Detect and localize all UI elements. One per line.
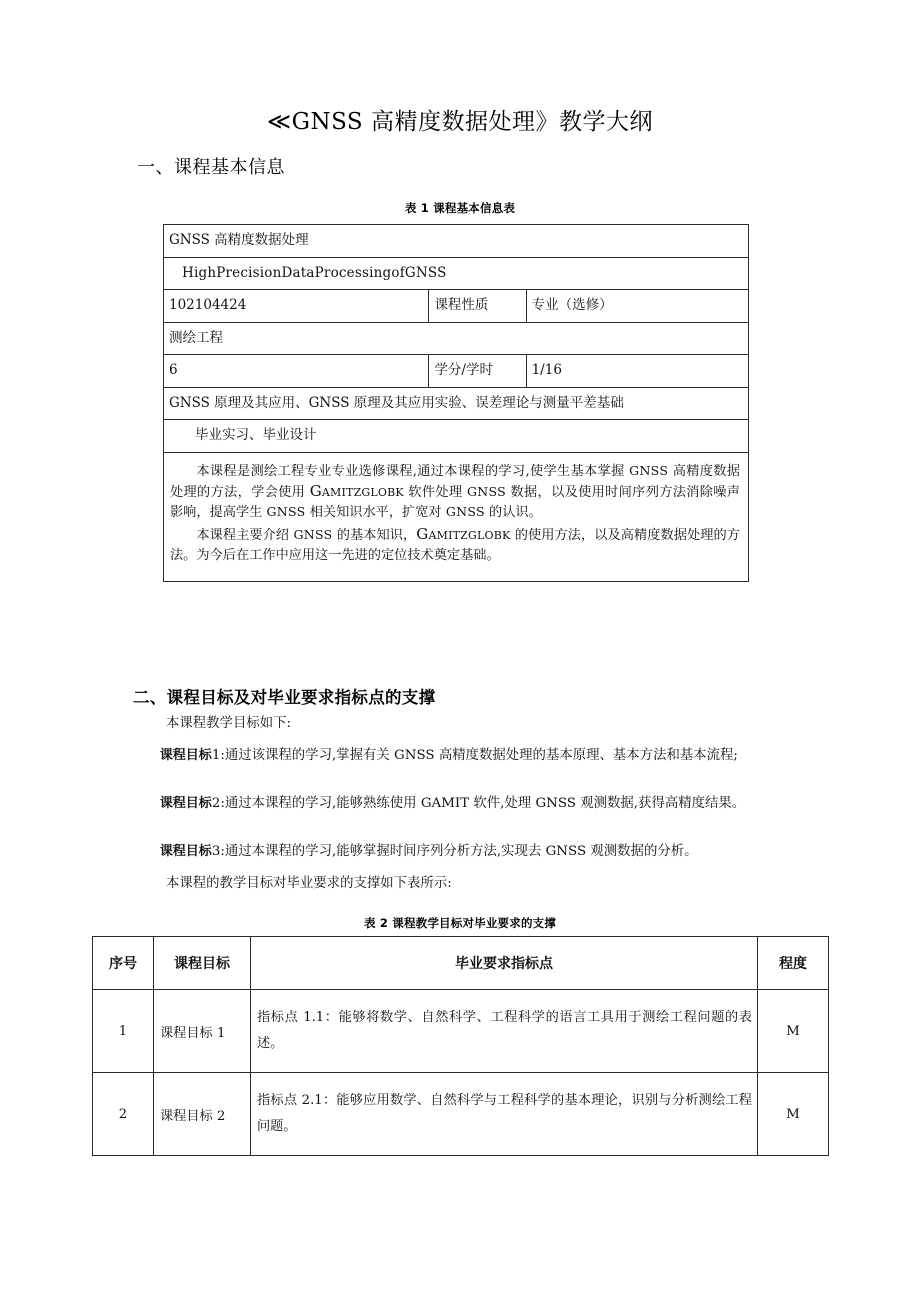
follow-up-cell <box>164 420 749 453</box>
course-goal-2 <box>133 793 823 815</box>
course-name-en-text: HighPrecisionDataProcessingofGNSS <box>182 264 447 281</box>
row-2-goal: 课程目标 2 <box>154 1073 251 1156</box>
course-name-en-cell <box>164 257 749 290</box>
goal-1-text: 1:通过该课程的学习,掌握有关 GNSS 高精度数据处理的基本原理、基本方法和基本流程; <box>211 748 738 763</box>
table-row <box>164 420 749 453</box>
table-row <box>164 322 749 355</box>
desc-p1-e: 相关知识水平，扩宽对 <box>305 504 446 520</box>
desc-p1-gnss4: GNSS <box>445 503 485 519</box>
description-paragraph-1 <box>170 462 740 522</box>
major-cell: 测绘工程 <box>164 322 749 355</box>
desc-p2-gnss1: GNSS <box>293 526 333 542</box>
row-1-no: 1 <box>93 990 154 1073</box>
course-nature-label-cell: 课程性质 <box>429 290 526 323</box>
desc-p2-c: 的使用方法，以及高精度数据处理的方法。为今后在工作中应用这一先进的定位技术奠定基础。 <box>170 527 740 563</box>
desc-p2-a: 本课程主要介绍 <box>196 527 294 543</box>
table-header-row <box>93 937 829 990</box>
description-paragraph-2 <box>170 524 740 565</box>
desc-p2-b: 的基本知识， <box>332 527 417 543</box>
goal-2-label: 课程目标 <box>159 796 212 811</box>
course-goal-1 <box>133 745 823 767</box>
header-point: 毕业要求指标点 <box>251 937 758 990</box>
desc-p1-b: 高精度数据处理的方法，学会使用 <box>170 463 740 501</box>
credit-hours-label-cell: 学分/学时 <box>429 355 526 388</box>
table-row <box>164 387 749 420</box>
table-row <box>164 225 749 258</box>
desc-p1-gnss1: GNSS <box>629 462 669 478</box>
semester-cell: 6 <box>164 355 429 388</box>
row-2-point: 指标点 2.1：能够应用数学、自然科学与工程科学的基本理论，识别与分析测绘工程问题。 <box>251 1073 758 1156</box>
follow-up-text: 毕业实习、毕业设计 <box>195 427 317 444</box>
page-title: ≪GNSS 高精度数据处理》教学大纲 <box>267 109 653 135</box>
goal-1-label: 课程目标 <box>159 748 212 763</box>
desc-p1-software: Gamitzglobk <box>309 482 404 501</box>
header-degree: 程度 <box>758 937 829 990</box>
header-goal: 课程目标 <box>154 937 251 990</box>
table-row <box>93 990 829 1073</box>
table-row <box>164 257 749 290</box>
desc-p1-c: 软件处理 <box>403 485 467 501</box>
row-2-no: 2 <box>93 1073 154 1156</box>
row-1-point: 指标点 1.1：能够将数学、自然科学、工程科学的语言工具用于测绘工程问题的表述。 <box>251 990 758 1073</box>
course-goal-3 <box>133 841 823 863</box>
prerequisites-cell: GNSS 原理及其应用、GNSS 原理及其应用实验、误差理论与测量平差基础 <box>164 387 749 420</box>
goal-support-table <box>92 936 829 1156</box>
desc-p1-gnss2: GNSS <box>466 484 506 500</box>
row-1-degree: M <box>758 990 829 1073</box>
table-row <box>164 355 749 388</box>
desc-p2-software: Gamitzglobk <box>416 524 511 543</box>
credit-hours-value-cell: 1/16 <box>526 355 748 388</box>
header-no: 序号 <box>93 937 154 990</box>
course-basic-info-table <box>163 224 749 582</box>
desc-p1-f: 的认识。 <box>484 504 542 520</box>
section-heading-two: 二、课程目标及对毕业要求指标点的支撑 <box>133 688 436 707</box>
row-1-goal: 课程目标 1 <box>154 990 251 1073</box>
course-name-cn-cell: GNSS 高精度数据处理 <box>164 225 749 258</box>
support-note: 本课程的教学目标对毕业要求的支撑如下表所示: <box>166 876 452 891</box>
goal-2-text: 2:通过本课程的学习,能够熟练使用 GAMIT 软件,处理 GNSS 观测数据,获得高精度结果。 <box>211 796 746 811</box>
course-code-cell: 102104424 <box>164 290 429 323</box>
desc-p1-d: 数据，以及使用时间序列方法消除噪声影响，提高学生 <box>170 485 740 520</box>
table1-caption: 表 1 课程基本信息表 <box>404 201 516 215</box>
goal-3-label: 课程目标 <box>159 844 212 859</box>
goal-3-text: 3:通过本课程的学习,能够掌握时间序列分析方法,实现去 GNSS 观测数据的分析。 <box>211 844 698 859</box>
table-row <box>164 290 749 323</box>
course-nature-value-cell: 专业（选修） <box>526 290 748 323</box>
desc-p1-a: 本课程是测绘工程专业专业选修课程,通过本课程的学习,使学生基本掌握 <box>196 463 630 479</box>
table-row <box>93 1073 829 1156</box>
row-2-degree: M <box>758 1073 829 1156</box>
section-heading-one: 一、课程基本信息 <box>137 157 285 178</box>
desc-p1-gnss3: GNSS <box>266 503 306 519</box>
teaching-goals-intro: 本课程教学目标如下: <box>166 716 292 731</box>
course-description-cell <box>164 452 749 581</box>
table-row <box>164 452 749 581</box>
table2-caption: 表 2 课程教学目标对毕业要求的支撑 <box>363 916 557 930</box>
